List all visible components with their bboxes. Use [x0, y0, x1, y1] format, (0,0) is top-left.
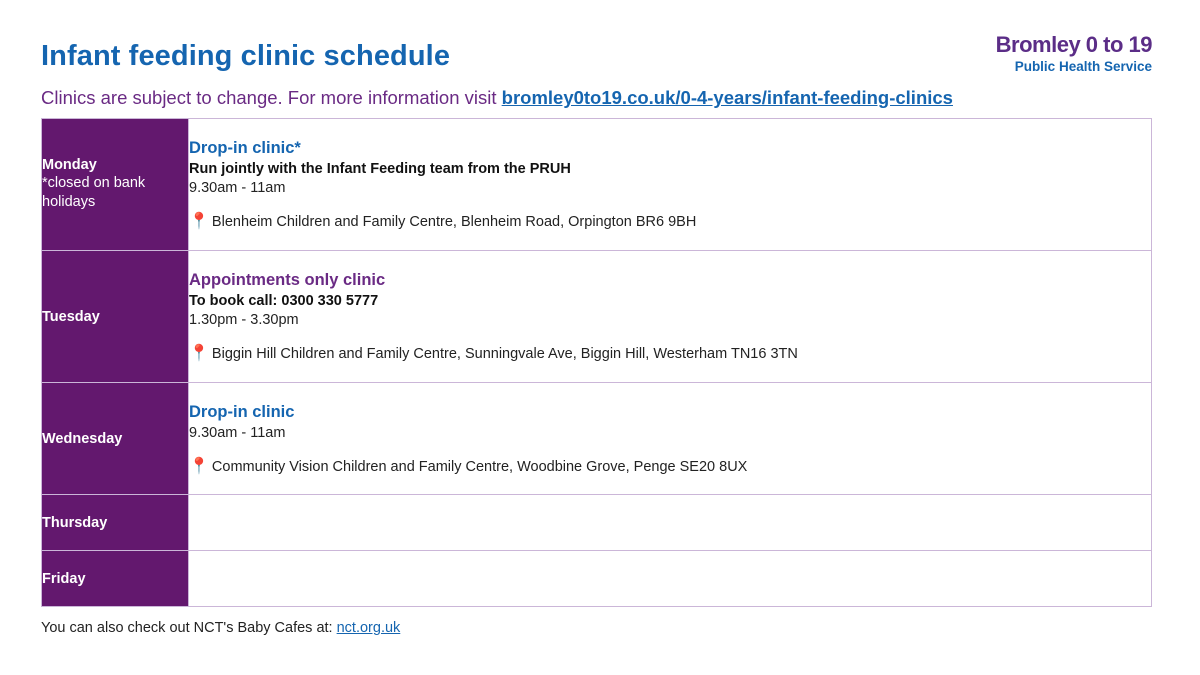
clinic-location-monday — [189, 214, 1151, 230]
day-cell-thursday — [42, 495, 189, 551]
schedule-row-tuesday — [42, 251, 1152, 383]
clinic-time-monday: 9.30am - 11am — [189, 180, 286, 196]
day-label-monday: Monday — [42, 157, 97, 173]
bromley-logo — [996, 32, 1152, 75]
clinic-title-wednesday: Drop-in clinic — [189, 402, 295, 421]
day-cell-wednesday — [42, 383, 189, 495]
day-label-thursday: Thursday — [42, 514, 108, 531]
bank-holiday-note: *closed on bank holidays — [42, 175, 146, 210]
day-cell-tuesday — [42, 251, 189, 383]
clinic-location-tuesday — [189, 346, 1151, 362]
footer — [41, 620, 400, 636]
location-text-wednesday: Community Vision Children and Family Centre, Woodbine Grove, Penge SE20 8UX — [211, 458, 748, 475]
clinic-details-tuesday — [189, 251, 1152, 383]
schedule-row-wednesday — [42, 383, 1152, 495]
day-cell-monday — [42, 119, 189, 251]
nct-link[interactable]: nct.org.uk — [336, 620, 401, 636]
clinic-title-monday: Drop-in clinic* — [189, 139, 301, 157]
day-label-wednesday: Wednesday — [42, 430, 123, 447]
subtitle-text: Clinics are subject to change. For more information visit — [41, 87, 502, 108]
day-cell-friday — [42, 551, 189, 607]
clinic-title-tuesday: Appointments only clinic — [189, 271, 386, 289]
clinic-details-monday — [189, 119, 1152, 251]
page-title: Infant feeding clinic schedule — [41, 40, 451, 72]
schedule-row-friday — [42, 551, 1152, 607]
clinic-extra-monday: Run jointly with the Infant Feeding team from the PRUH — [189, 161, 571, 177]
clinic-details-wednesday — [189, 383, 1152, 495]
schedule-row-thursday — [42, 495, 1152, 551]
clinic-location-wednesday — [189, 459, 1151, 475]
clinic-details-friday — [189, 551, 1152, 607]
info-link[interactable]: bromley0to19.co.uk/0-4-years/infant-feeding-clinics — [501, 87, 953, 108]
map-pin-icon: 📍 — [189, 457, 209, 475]
footer-text: You can also check out NCT's Baby Cafes at: — [41, 620, 337, 636]
clinic-time-tuesday: 1.30pm - 3.30pm — [189, 312, 299, 328]
logo-name: Bromley 0 to 19 — [995, 32, 1152, 57]
map-pin-icon: 📍 — [189, 345, 209, 362]
subtitle — [41, 87, 953, 109]
clinic-time-wednesday: 9.30am - 11am — [189, 424, 286, 441]
day-label-friday: Friday — [42, 570, 86, 587]
logo-tagline: Public Health Service — [1014, 59, 1152, 74]
location-text-monday: Blenheim Children and Family Centre, Blenheim Road, Orpington BR6 9BH — [211, 214, 697, 230]
schedule-row-monday — [42, 119, 1152, 251]
map-pin-icon: 📍 — [189, 213, 209, 230]
location-text-tuesday: Biggin Hill Children and Family Centre, Sunningvale Ave, Biggin Hill, Westerham TN16 3TN — [211, 346, 798, 362]
schedule-table — [41, 118, 1152, 607]
booking-phone: To book call: 0300 330 5777 — [189, 293, 379, 309]
clinic-details-thursday — [189, 495, 1152, 551]
day-label-tuesday: Tuesday — [42, 308, 100, 325]
